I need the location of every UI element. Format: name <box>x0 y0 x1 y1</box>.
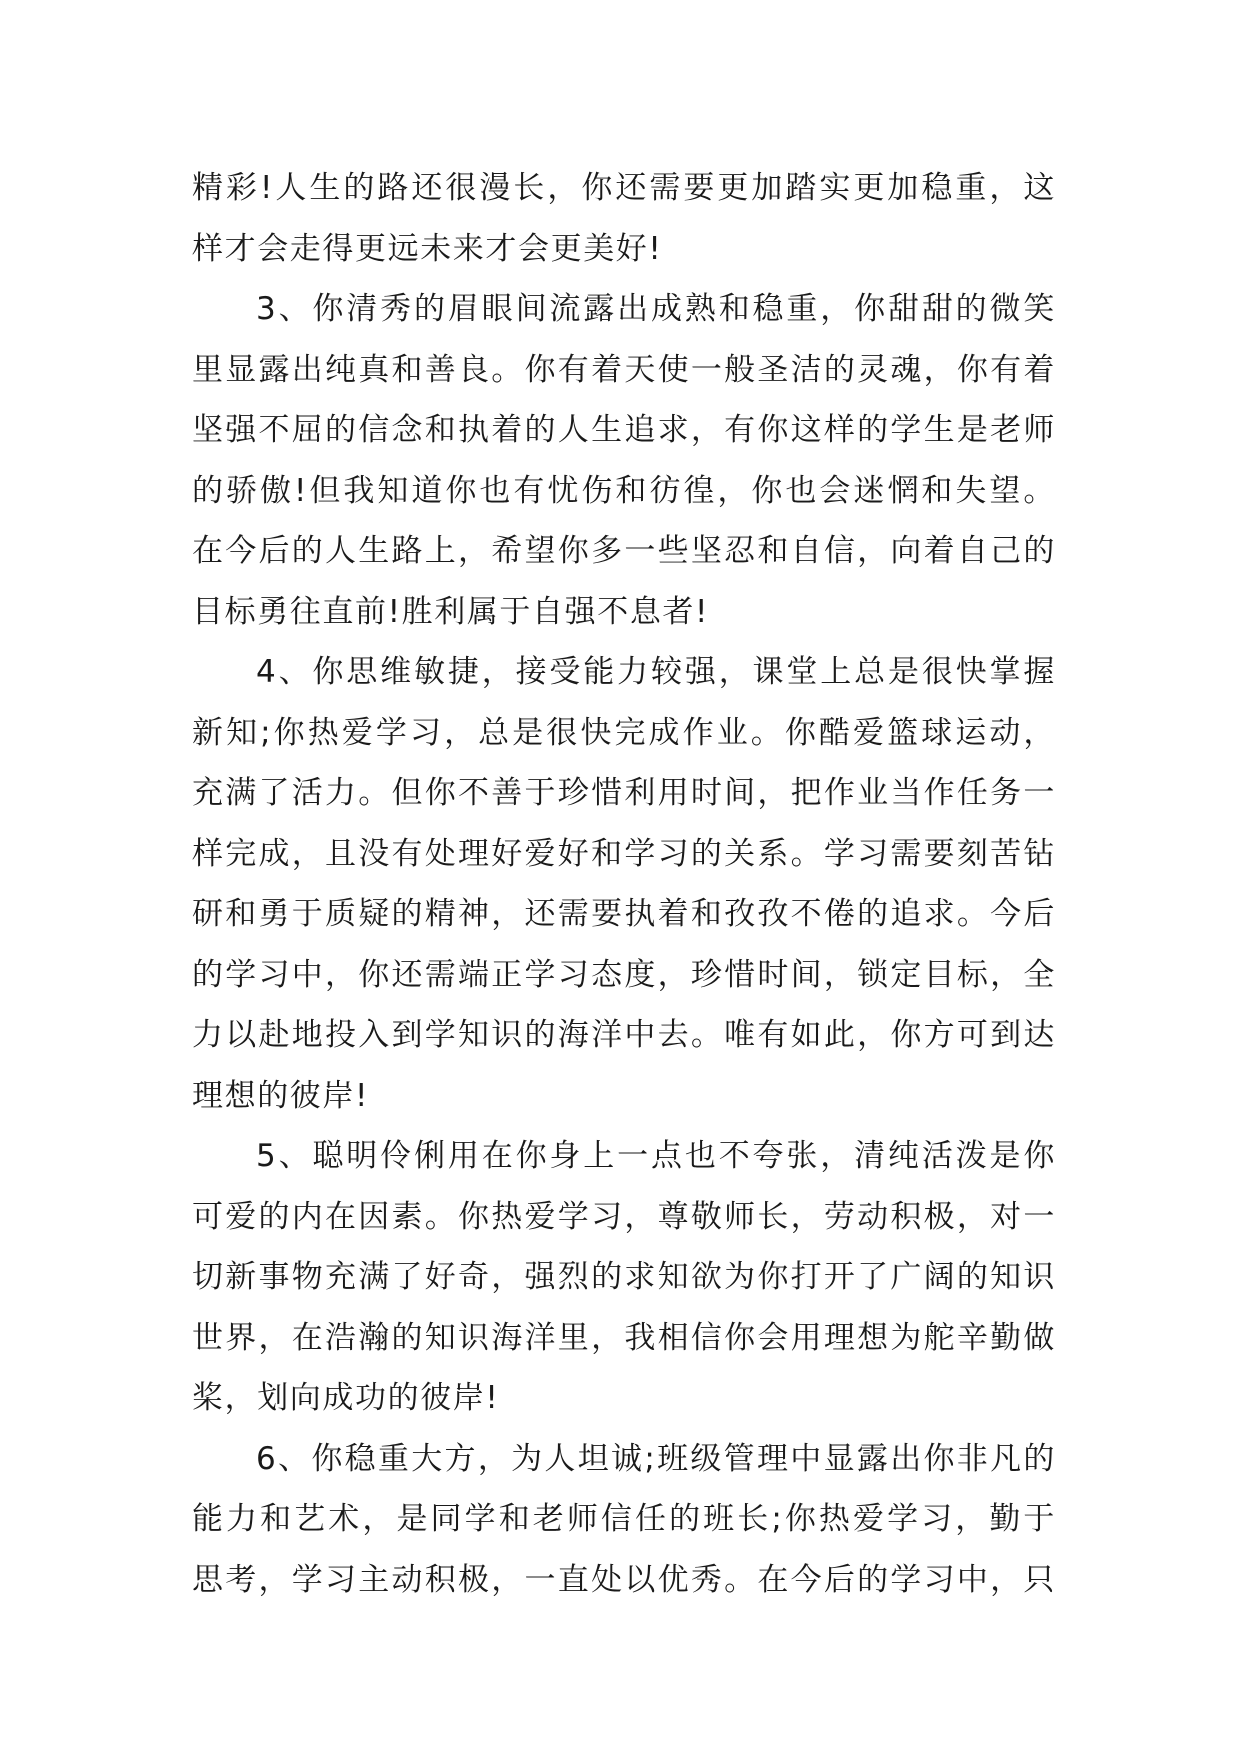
text-line: 样才会走得更远未来才会更美好! <box>192 230 663 267</box>
document-body <box>192 158 1056 1610</box>
text-line: 里显露出纯真和善良。你有着天使一般圣洁的灵魂，你有着 <box>192 351 1056 388</box>
text-line: 新知;你热爱学习，总是很快完成作业。你酷爱篮球运动， <box>192 714 1056 751</box>
text-line: 研和勇于质疑的精神，还需要执着和孜孜不倦的追求。今后 <box>192 896 1056 932</box>
text-line: 可爱的内在因素。你热爱学习，尊敬师长，劳动积极，对一 <box>192 1198 1056 1235</box>
text-line: 4、你思维敏捷，接受能力较强，课堂上总是很快掌握 <box>256 654 1056 690</box>
text-line: 世界，在浩瀚的知识海洋里，我相信你会用理想为舵辛勤做 <box>192 1319 1056 1356</box>
text-line: 桨，划向成功的彼岸! <box>192 1380 500 1416</box>
text-line: 理想的彼岸! <box>192 1077 370 1114</box>
text-line: 切新事物充满了好奇，强烈的求知欲为你打开了广阔的知识 <box>192 1259 1056 1295</box>
text-line: 精彩!人生的路还很漫长，你还需要更加踏实更加稳重，这 <box>192 170 1056 206</box>
text-line: 3、你清秀的眉眼间流露出成熟和稳重，你甜甜的微笑 <box>256 291 1056 327</box>
text-line: 充满了活力。但你不善于珍惜利用时间，把作业当作任务一 <box>192 775 1056 811</box>
text-line: 思考，学习主动积极，一直处以优秀。在今后的学习中，只 <box>192 1561 1056 1598</box>
text-line: 在今后的人生路上，希望你多一些坚忍和自信，向着自己的 <box>192 533 1056 569</box>
text-line: 的骄傲!但我知道你也有忧伤和彷徨，你也会迷惘和失望。 <box>192 472 1056 509</box>
text-line: 能力和艺术，是同学和老师信任的班长;你热爱学习，勤于 <box>192 1501 1056 1537</box>
text-line: 6、你稳重大方，为人坦诚;班级管理中显露出你非凡的 <box>256 1440 1056 1477</box>
text-line: 样完成，且没有处理好爱好和学习的关系。学习需要刻苦钻 <box>192 835 1056 872</box>
text-line: 目标勇往直前!胜利属于自强不息者! <box>192 593 710 630</box>
text-line: 坚强不屈的信念和执着的人生追求，有你这样的学生是老师 <box>192 412 1056 448</box>
text-line: 的学习中，你还需端正学习态度，珍惜时间，锁定目标，全 <box>192 956 1056 993</box>
text-line: 力以赴地投入到学知识的海洋中去。唯有如此，你方可到达 <box>192 1017 1056 1053</box>
text-line: 5、聪明伶俐用在你身上一点也不夸张，清纯活泼是你 <box>256 1138 1056 1174</box>
